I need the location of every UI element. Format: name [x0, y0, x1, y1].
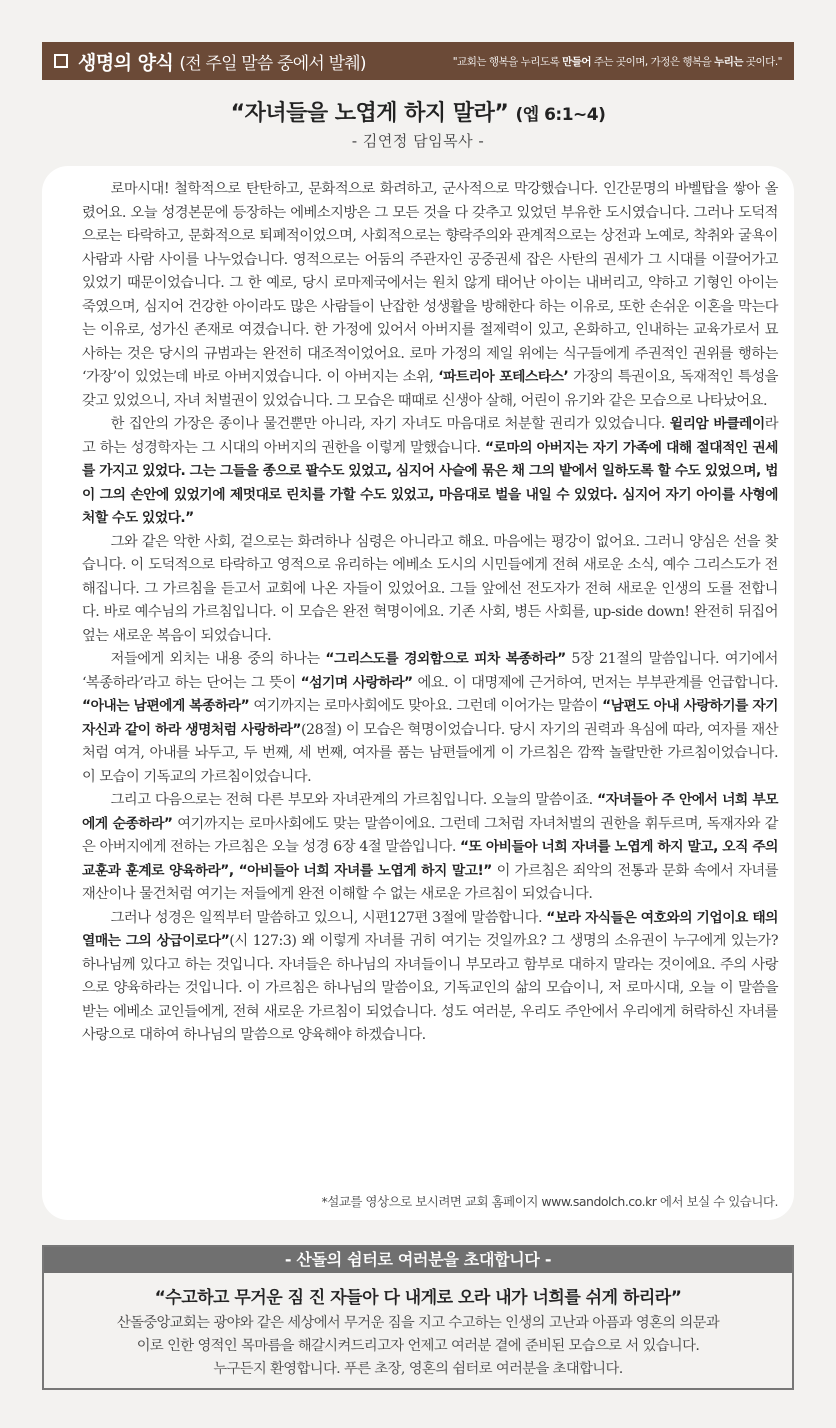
paragraph-5: 그리고 다음으로는 전혀 다른 부모와 자녀관계의 가르침입니다. 오늘의 말씀이죠. “자녀들아 주 안에서 너희 부모에게 순종하라” 여기까지는 로마사회에도 맞는 말씀이에요. 그런데 그처럼 자녀처벌의 권한을 휘두르며, 독재자와 같은 아버지에게 전하는 가르침은 오늘 성경 6장 4절 말씀입니다. “또 아비들아 너희 자녀를 노엽게 하지 말고, 오직 주의 교훈과 훈계로 양육하라”, “아비들아 너희 자녀를 노엽게 하지 말고!” 이 가르침은 죄악의 전통과 문화 속에서 자녀를 재산이나 물건처럼 여기는 저들에게 완전 이해할 수 없는 새로운 가르침이 되었습니다.	[82, 792, 779, 902]
paragraph-3: 그와 같은 악한 사회, 겉으로는 화려하나 심령은 아니라고 해요. 마음에는 평강이 없어요. 그러니 양심은 선을 찾습니다. 이 도덕적으로 타락하고 영적으로 유리하는 에베소 도시의 시민들에게 전혀 새로운 소식, 예수 그리스도가 전해집니다. 그 가르침을 듣고서 교회에 나온 자들이 있었어요. 그들 앞에선 전도자가 전혀 새로운 인생의 도를 전합니다. 바로 예수님의 가르침입니다. 이 모습은 완전 혁명이에요. 기존 사회, 병든 사회를, up-side down! 완전히 뒤집어엎는 새로운 복음이 되었습니다.	[82, 533, 778, 644]
sermon-body-box	[42, 166, 794, 1220]
paragraph-1: 로마시대! 철학적으로 탄탄하고, 문화적으로 화려하고, 군사적으로 막강했습니다. 인간문명의 바벨탑을 쌓아 올렸어요. 오늘 성경본문에 등장하는 에베소지방은 그 모든 것을 다 갖추고 있었던 부유한 도시였습니다. 그러나 도덕적으로는 타락하고, 문화적으로 퇴폐적이었으며, 사회적으로는 향락주의와 관계적으로는 상전과 노예로, 착취와 굴욕이 사람과 사람 사이를 나누었습니다. 영적으로는 어둠의 주관자인 공중권세 잡은 사탄의 권세가 그 시대를 이끌어가고 있었기 때문이었습니다. 그 한 예로, 당시 로마제국에서는 원치 않게 태어난 아이는 내버리고, 약하고 기형인 아이는 죽였으며, 심지어 건강한 아이라도 많은 사람들이 난잡한 성생활을 방해한다 하는 이유로, 또한 손쉬운 이혼을 막는다는 이유로, 성가신 존재로 여겼습니다. 한 가정에 있어서 아버지를 절제력이 있고, 온화하고, 인내하는 교육가로서 묘사하는 것은 당시의 규범과는 완전히 대조적이었어요. 로마 가정의 제일 위에는 식구들에게 주권적인 권위를 행하는 ‘가장’이 있었는데 바로 아버지였습니다. 이 아버지는 소위, ‘파트리아 포테스타스’ 가장의 특권이요, 독재적인 특성을 갖고 있었으니, 자녀 처벌권이 있었습니다. 그 모습은 때때로 신생아 살해, 어린이 유기와 같은 모습으로 나타났어요.	[82, 181, 778, 409]
paragraph-2: 한 집안의 가장은 종이나 물건뿐만 아니라, 자기 자녀도 마음대로 처분할 권리가 있었습니다. 윌리암 바클레이라고 하는 성경학자는 그 시대의 아버지의 권한을 이렇게 말했습니다. “로마의 아버지는 자기 가족에 대해 절대적인 권세를 가지고 있었다. 그는 그들을 종으로 팔수도 있었고, 심지어 사슬에 묶은 채 그의 밭에서 일하도록 할 수도 있었으며, 법이 그의 손안에 있었기에 제멋대로 린치를 가할 수도 있었고, 마음대로 벌을 내일 수 있었다. 심지어 자기 아이를 사형에 처할 수도 있었다.”	[82, 416, 778, 526]
sermon-title	[0, 96, 836, 127]
section-title: 생명의 양식	[78, 51, 174, 74]
paragraph-6: 그러나 성경은 일찍부터 말씀하고 있으니, 시편127편 3절에 말씀합니다. “보라 자식들은 여호와의 기업이요 태의 열매는 그의 상급이로다”(시 127:3) 왜 이렇게 자녀를 귀히 여기는 것일까요? 그 생명의 소유권이 누구에게 있는가? 하나님께 있다고 하는 것입니다. 자녀들은 하나님의 자녀들이니 부모라고 함부로 대하지 말라는 것이에요. 주의 사랑으로 양육하라는 것입니다. 이 가르침은 하나님의 말씀이요, 기독교인의 삶의 모습이니, 저 로마시대, 오늘 이 말씀을 받는 에베소 교인들에게, 전혀 새로운 가르침이 되었습니다. 성도 여러분, 우리도 주안에서 우리에게 허락하신 자녀를 사랑으로 대하여 하나님의 말씀으로 양육해야 하겠습니다.	[82, 909, 779, 1043]
paragraph-4: 저들에게 외치는 내용 중의 하나는 “그리스도를 경외함으로 피차 복종하라” 5장 21절의 말씀입니다. 여기에서 ‘복종하라’라고 하는 단어는 그 뜻이 “섬기며 사랑하라” 에요. 이 대명제에 근거하여, 먼저는 부부관계를 언급합니다. “아내는 남편에게 복종하라” 여기까지는 로마사회에도 맞아요. 그런데 이어가는 말씀이 “남편도 아내 사랑하기를 자기 자신과 같이 하라 생명처럼 사랑하라”(28절) 이 모습은 혁명이었습니다. 당시 자기의 권력과 욕심에 따라, 여자를 재산처럼 여겨, 아내를 놔두고, 두 번째, 세 번째, 여자를 품는 남편들에게 이 가르침은 깜짝 놀랄만한 가르침이었습니다. 이 모습이 기독교의 가르침이었습니다.	[82, 651, 779, 785]
section-header-bar	[42, 42, 794, 80]
invitation-heading: - 산돌의 쉼터로 여러분을 초대합니다 -	[44, 1247, 792, 1273]
sermon-title-text: “자녀들을 노엽게 하지 말라”	[230, 101, 509, 126]
sermon-text	[82, 178, 778, 1048]
invitation-box	[42, 1245, 794, 1390]
invitation-quote: “수고하고 무거운 짐 진 자들아 다 내게로 오라 내가 너희를 쉬게 하리라”	[154, 1288, 682, 1308]
scripture-reference: (엡 6:1~4)	[515, 105, 606, 125]
section-subtitle: (전 주일 말씀 중에서 발췌)	[179, 53, 366, 74]
invitation-line: 산돌중앙교회는 광야와 같은 세상에서 무거운 짐을 지고 수고하는 인생의 고난과 아픔과 영혼의 의문과	[116, 1315, 720, 1331]
video-note: *설교를 영상으로 보시려면 교회 홈페이지 www.sandolch.co.kr 에서 보실 수 있습니다.	[321, 1194, 778, 1209]
square-icon	[54, 54, 68, 68]
invitation-line: 이로 인한 영적인 목마름을 해갈시켜드리고자 언제고 여러분 곁에 준비된 모습으로 서 있습니다.	[136, 1338, 700, 1354]
pastor-name: - 김연정 담임목사 -	[351, 132, 485, 150]
invitation-line: 누구든지 환영합니다. 푸른 초장, 영혼의 쉼터로 여러분을 초대합니다.	[213, 1361, 623, 1377]
church-motto: "교회는 행복을 누리도록 만들어 주는 곳이며, 가정은 행복을 누리는 곳이다."	[452, 55, 782, 68]
invitation-text	[44, 1312, 792, 1381]
